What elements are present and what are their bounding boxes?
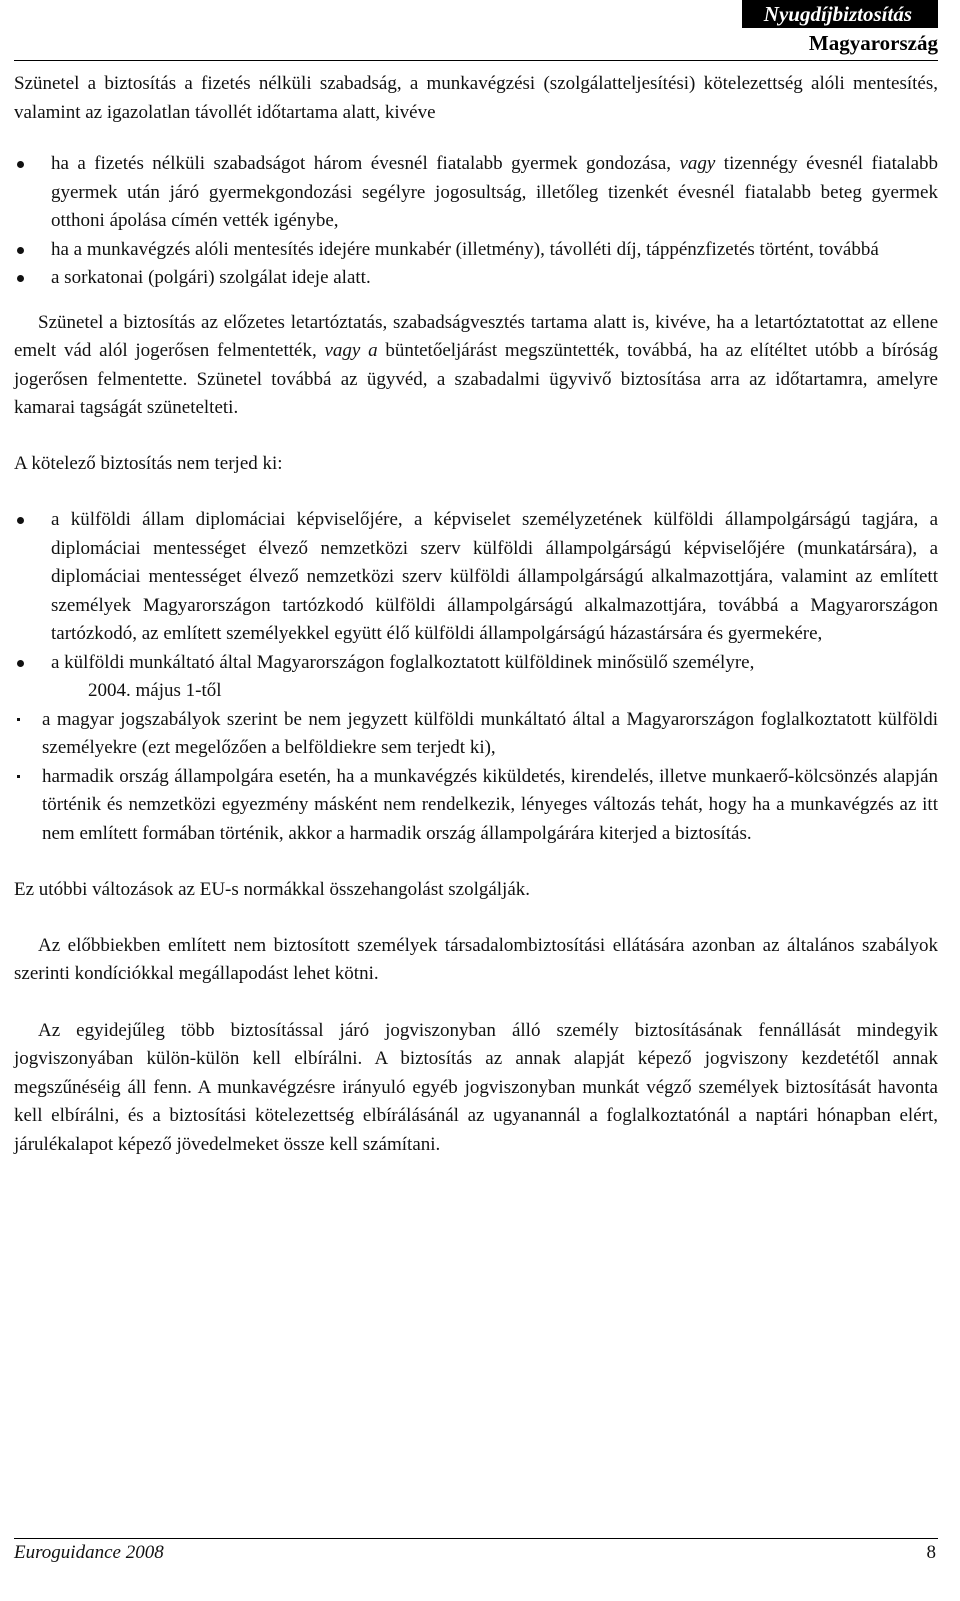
list-item-text: tizennégy évesnél fiatalabb gyermek után járó gyermekgondozási segélyre jogosultság, illetőleg tizenkét évesnél fiatalabb beteg gyermek otthoni ápolása címén vették igénybe,: [51, 153, 939, 231]
document-body: [14, 70, 938, 1159]
list-item-text: ha a fizetés nélküli szabadságot három évesnél fiatalabb gyermek gondozása,: [51, 153, 680, 174]
list-item: a sorkatonai (polgári) szolgálat ideje alatt.: [14, 264, 938, 293]
footer-rule: [14, 1538, 938, 1539]
header-rule: [14, 60, 938, 61]
suspension-exceptions-list: [14, 150, 938, 293]
list-item: a külföldi munkáltató által Magyarországon foglalkoztatott külföldinek minősülő személyre,: [14, 649, 938, 678]
header-section-label: Nyugdíjbiztosítás: [742, 0, 938, 28]
header-country: Magyarország: [808, 31, 938, 55]
paragraph-text: büntetőeljárást megszüntették, továbbá, ha az elítéltet utóbb a bíróság jogerősen felmentette. Szünetel továbbá az ügyvéd, a szabadalmi ügyvivő biztosítása arra az időtartamra, amelyre kamarai tagságát szünetelteti.: [14, 340, 938, 418]
paragraph-agreement: Az előbbiekben említett nem biztosított személyek társadalombiztosítási ellátására azonban az általános szabályok szerinti kondíciókkal megállapodást lehet kötni.: [14, 934, 938, 984]
exclusions-list: [14, 506, 938, 677]
paragraph-text: Szünetel a biztosítás az előzetes letartóztatás, szabadságvesztés tartama alatt is, kivéve, ha a letartóztatottat az ellene emelt vád alól jogerősen felmentették,: [14, 311, 938, 361]
paragraph-detention: [14, 309, 938, 423]
list-item-emphasis: vagy: [679, 153, 716, 174]
page-number: 8: [926, 1542, 936, 1563]
changes-list: [14, 706, 938, 849]
list-item: harmadik ország állampolgára esetén, ha a munkavégzés kiküldetés, kirendelés, illetve munkaerő-kölcsönzés alapján történik és nemzetközi egyezmény másként nem rendelkezik, lényeges változás tehát, hogy ha a munkavégzés az itt nem említett formában történik, akkor a harmadik ország állampolgárára kiterjed a biztosítás.: [14, 763, 938, 849]
paragraph-emphasis: vagy a: [324, 340, 378, 361]
list-item: ha a munkavégzés alóli mentesítés idejére munkabér (illetmény), távolléti díj, táppénzfizetés történt, továbbá: [14, 236, 938, 265]
list-item: a külföldi állam diplomáciai képviselőjére, a képviselet személyzetének külföldi állampolgárságú tagjára, a diplomáciai mentességet élvező nemzetközi szerv külföldi állampolgárságú képviselőjére (munkatársára), a diplomáciai mentességet élvező nemzetközi szerv külföldi állampolgárságú alkalmazottjára, valamint az említett személyek Magyarországon tartózkodó külföldi állampolgárságú alkalmazottjára, továbbá a Magyarországon tartózkodó, az említett személyekkel együtt élő külföldi állampolgárságú házastársára és gyermekére,: [14, 506, 938, 649]
paragraph-eu-norms: Ez utóbbi változások az EU-s normákkal összehangolást szolgálják.: [14, 879, 531, 900]
list-item: a magyar jogszabályok szerint be nem jegyzett külföldi munkáltató által a Magyarországon foglalkoztatott külföldi személyekre (ezt megelőzően a belföldiekre sem terjedt ki),: [14, 706, 938, 763]
section-heading: A kötelező biztosítás nem terjed ki:: [14, 452, 283, 474]
list-item: [14, 150, 938, 236]
footer-source: Euroguidance 2008: [14, 1542, 164, 1563]
paragraph-suspension-intro: Szünetel a biztosítás a fizetés nélküli szabadság, a munkavégzési (szolgálatteljesítési) kötelezettség alóli mentesítés, valamint az igazolatlan távollét időtartama alatt, kivéve: [14, 73, 938, 123]
paragraph-multiple-insurance: Az egyidejűleg több biztosítással járó jogviszonyban álló személy biztosításának fennállását mindegyik jogviszonyában külön-külön kell elbírálni. A biztosítás az annak alapját képező jogviszony kezdetétől annak megszűnéséig áll fenn. A munkavégzésre irányuló egyéb jogviszonyban munkát végző személyek biztosítását havonta kell elbírálni, és a biztosítási kötelezettség elbírálásánál az ugyanannál a foglalkoztatónál a naptári hónapban elért, járulékalapot képező jövedelmeket össze kell számítani.: [14, 1019, 938, 1155]
date-line: 2004. május 1-től: [88, 680, 222, 701]
page-header: [742, 0, 938, 58]
